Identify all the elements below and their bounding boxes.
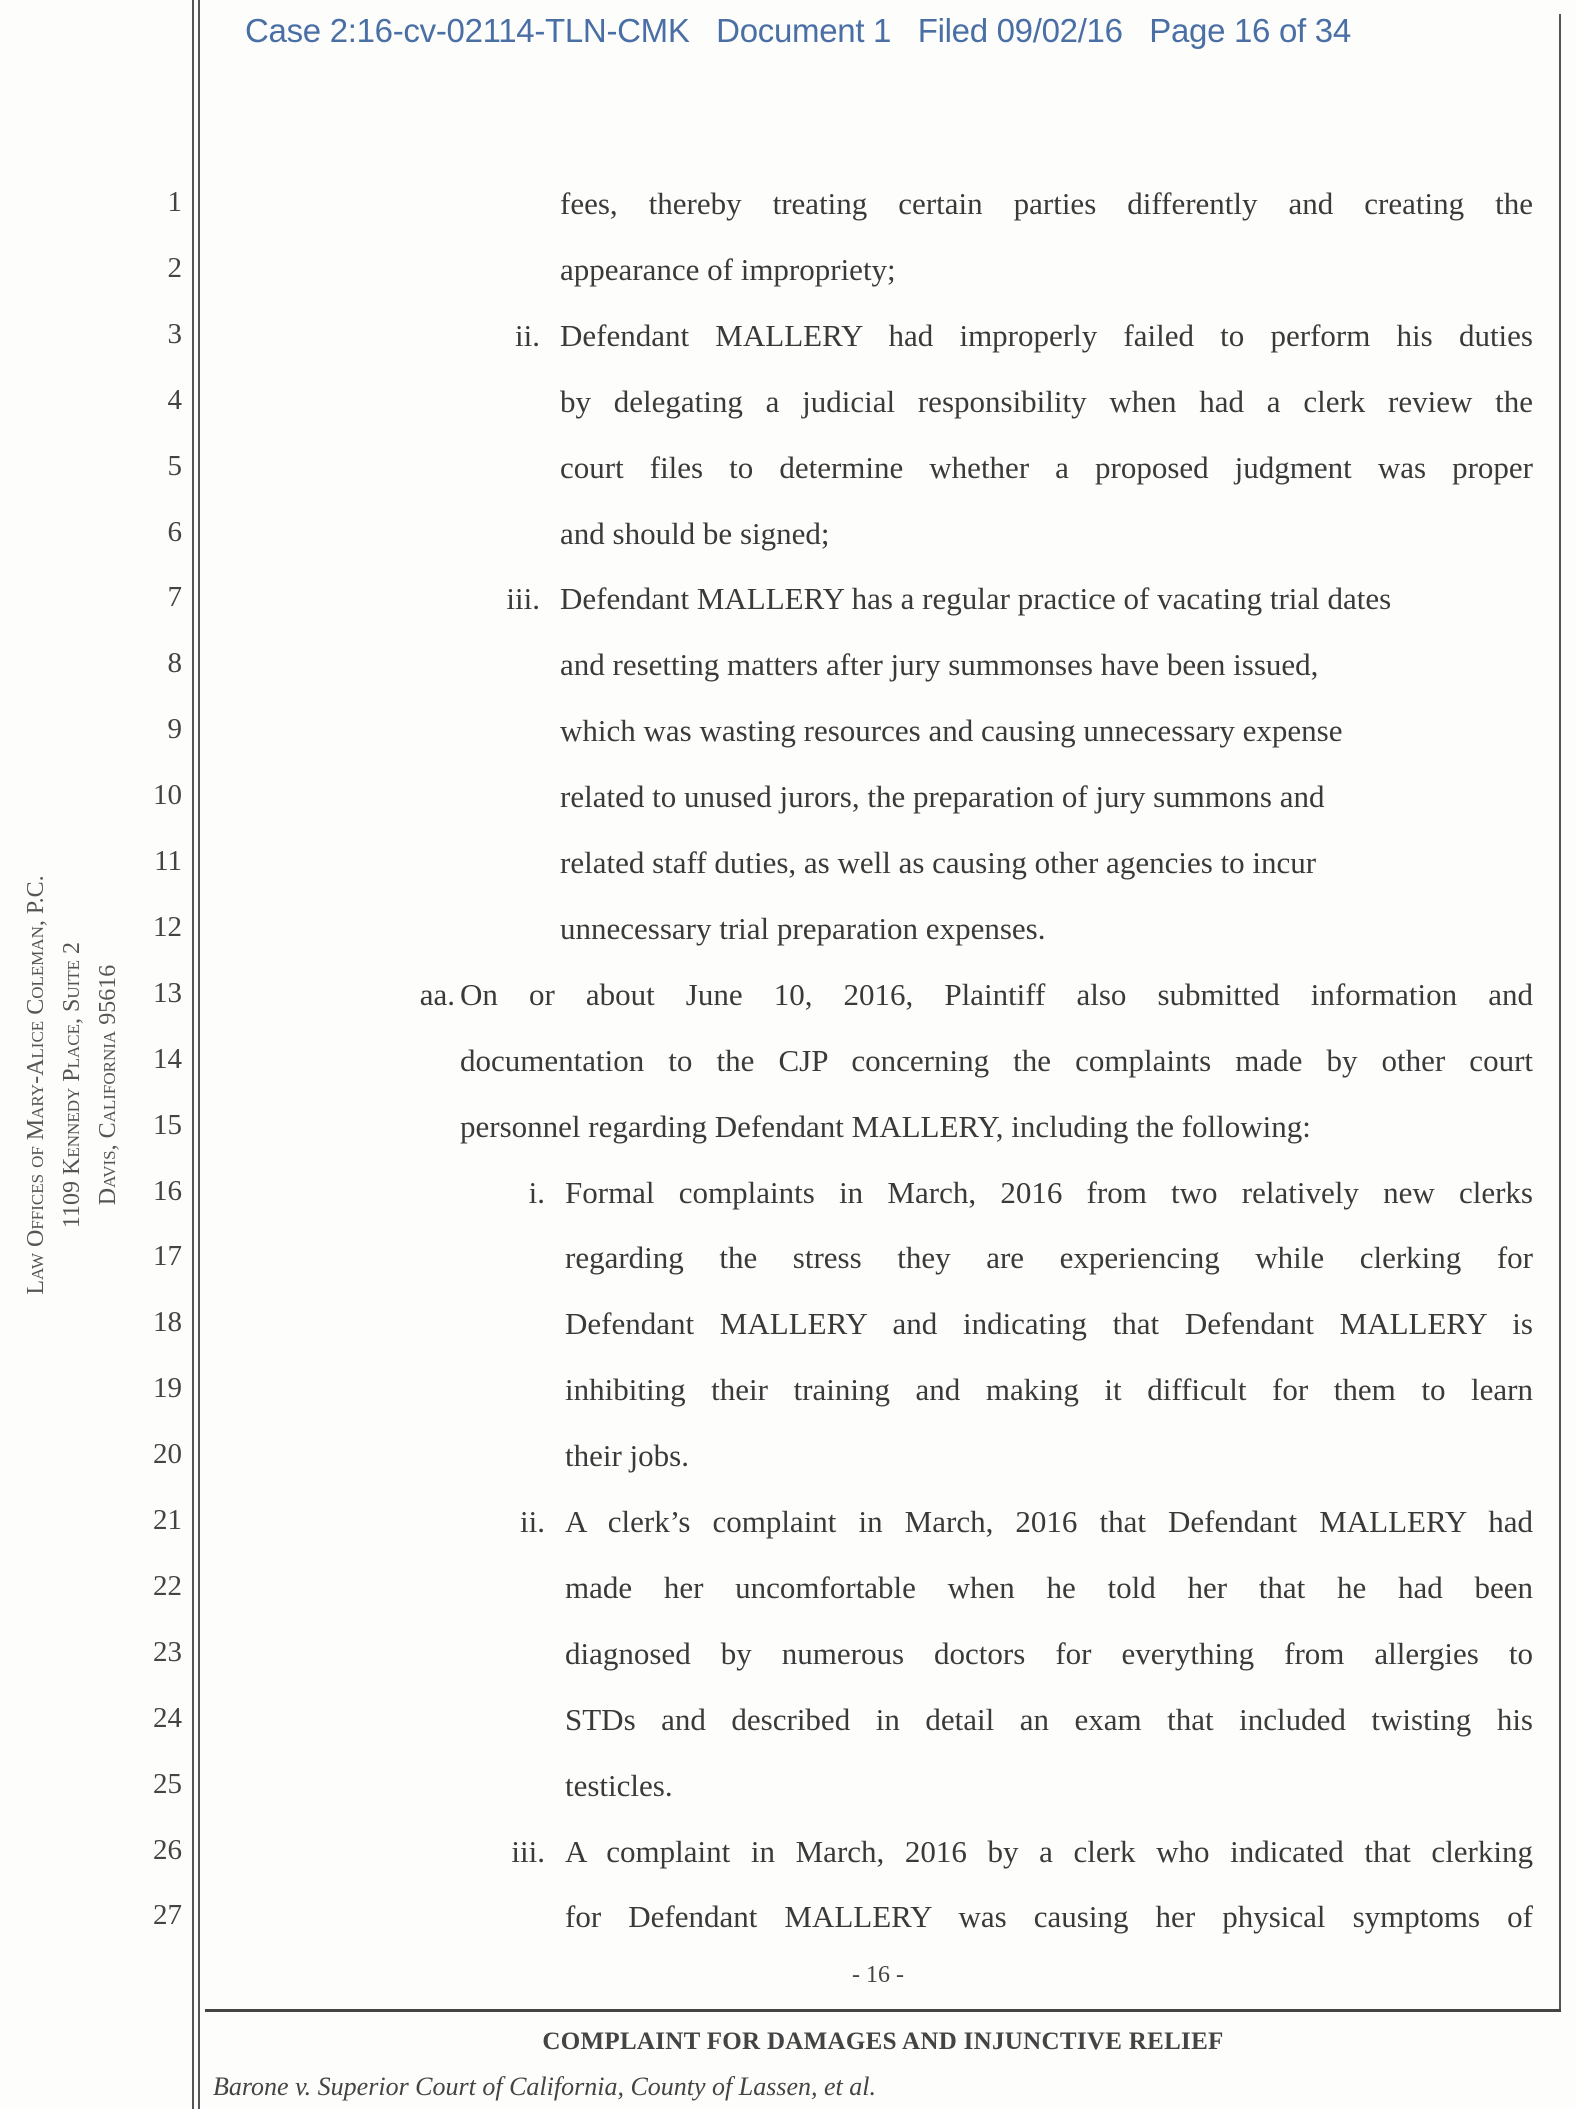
body-text-line: diagnosed by numerous doctors for everything from allergies to bbox=[565, 1635, 1533, 1671]
body-text-line: A complaint in March, 2016 by a clerk who indicated that clerking bbox=[565, 1833, 1533, 1869]
body-text-line: related staff duties, as well as causing other agencies to incur bbox=[560, 845, 1317, 880]
body-text-line: regarding the stress they are experiencing while clerking for bbox=[565, 1240, 1533, 1276]
firm-city: Davis, California 95616 bbox=[95, 964, 121, 1206]
body-text-line: court files to determine whether a proposed judgment was proper bbox=[560, 449, 1533, 485]
right-margin-rule bbox=[1559, 14, 1561, 2012]
line-number: 25 bbox=[153, 1767, 182, 1800]
body-text-line: personnel regarding Defendant MALLERY, including the following: bbox=[460, 1108, 1311, 1144]
line-number: 10 bbox=[153, 779, 182, 812]
body-text-line: inhibiting their training and making it difficult for them to learn bbox=[565, 1372, 1533, 1408]
line-number: 14 bbox=[153, 1042, 182, 1075]
list-item-label: iii. bbox=[506, 581, 540, 617]
line-number: 22 bbox=[153, 1569, 182, 1602]
firm-address: 1109 Kennedy Place, Suite 2 bbox=[59, 941, 85, 1229]
line-number: 9 bbox=[167, 713, 182, 746]
footer-case-caption: Barone v. Superior Court of California, County of Lassen, et al. bbox=[213, 2072, 876, 2101]
line-number: 8 bbox=[167, 647, 182, 680]
list-item-label: iii. bbox=[511, 1833, 545, 1869]
list-item-label: aa. bbox=[419, 976, 455, 1012]
line-number: 13 bbox=[153, 976, 182, 1009]
body-text-line: STDs and described in detail an exam that included twisting his bbox=[565, 1701, 1533, 1737]
list-item-label: i. bbox=[528, 1174, 545, 1210]
line-number: 3 bbox=[167, 317, 182, 350]
line-number: 20 bbox=[153, 1438, 182, 1471]
line-number: 24 bbox=[153, 1701, 182, 1734]
line-number: 2 bbox=[167, 251, 182, 284]
list-item-label: ii. bbox=[520, 1504, 545, 1539]
body-text-line: appearance of impropriety; bbox=[560, 251, 896, 287]
line-number: 11 bbox=[154, 845, 182, 877]
body-text-line: and resetting matters after jury summonses have been issued, bbox=[560, 647, 1319, 683]
body-text-line: testicles. bbox=[565, 1767, 673, 1803]
body-text-line: Formal complaints in March, 2016 from two relatively new clerks bbox=[565, 1174, 1533, 1210]
line-number: 21 bbox=[153, 1504, 182, 1536]
body-text-line: unnecessary trial preparation expenses. bbox=[560, 910, 1046, 946]
line-number: 17 bbox=[153, 1240, 182, 1273]
firm-name: Law Offices of Mary-Alice Coleman, P.C. bbox=[23, 875, 49, 1295]
line-number: 18 bbox=[153, 1306, 182, 1339]
body-text-line: fees, thereby treating certain parties differently and creating the bbox=[560, 186, 1533, 221]
pleading-line-numbers bbox=[100, 0, 182, 2000]
ecf-header-stamp: Case 2:16-cv-02114-TLN-CMK Document 1 Filed 09/02/16 Page 16 of 34 bbox=[245, 12, 1351, 49]
body-text-line: Defendant MALLERY and indicating that Defendant MALLERY is bbox=[565, 1306, 1533, 1342]
line-number: 6 bbox=[167, 515, 182, 548]
body-text-line: documentation to the CJP concerning the complaints made by other court bbox=[460, 1042, 1533, 1078]
body-text-line: which was wasting resources and causing unnecessary expense bbox=[560, 713, 1343, 749]
line-number: 16 bbox=[153, 1174, 182, 1207]
page-number: - 16 - bbox=[852, 1962, 904, 1988]
body-text-line: their jobs. bbox=[565, 1438, 689, 1474]
left-margin-rule-inner bbox=[198, 0, 200, 2109]
footer-document-title: COMPLAINT FOR DAMAGES AND INJUNCTIVE RELIEF bbox=[542, 2028, 1224, 2055]
list-item-label: ii. bbox=[515, 317, 540, 353]
left-margin-rule-outer bbox=[192, 0, 194, 2109]
line-number: 12 bbox=[153, 910, 182, 943]
body-text-line: On or about June 10, 2016, Plaintiff also submitted information and bbox=[460, 976, 1533, 1012]
body-text-line: made her uncomfortable when he told her that he had been bbox=[565, 1569, 1533, 1605]
body-text-line: related to unused jurors, the preparation of jury summons and bbox=[560, 779, 1325, 815]
body-text-line: for Defendant MALLERY was causing her physical symptoms of bbox=[565, 1899, 1533, 1935]
body-text-line: Defendant MALLERY had improperly failed to perform his duties bbox=[560, 317, 1533, 353]
line-number: 27 bbox=[153, 1899, 182, 1932]
footer-rule bbox=[205, 2009, 1561, 2012]
line-number: 26 bbox=[153, 1833, 182, 1866]
body-text-line: and should be signed; bbox=[560, 515, 830, 551]
line-number: 7 bbox=[167, 581, 182, 614]
line-number: 5 bbox=[167, 449, 182, 482]
body-text-line: A clerk’s complaint in March, 2016 that Defendant MALLERY had bbox=[565, 1504, 1533, 1539]
line-number: 4 bbox=[167, 383, 182, 416]
line-number: 23 bbox=[153, 1635, 182, 1668]
body-text-line: by delegating a judicial responsibility when had a clerk review the bbox=[560, 383, 1533, 419]
line-number: 1 bbox=[167, 186, 182, 218]
body-text-line: Defendant MALLERY has a regular practice of vacating trial dates bbox=[560, 581, 1392, 617]
line-number: 15 bbox=[153, 1108, 182, 1141]
line-number: 19 bbox=[153, 1372, 182, 1405]
